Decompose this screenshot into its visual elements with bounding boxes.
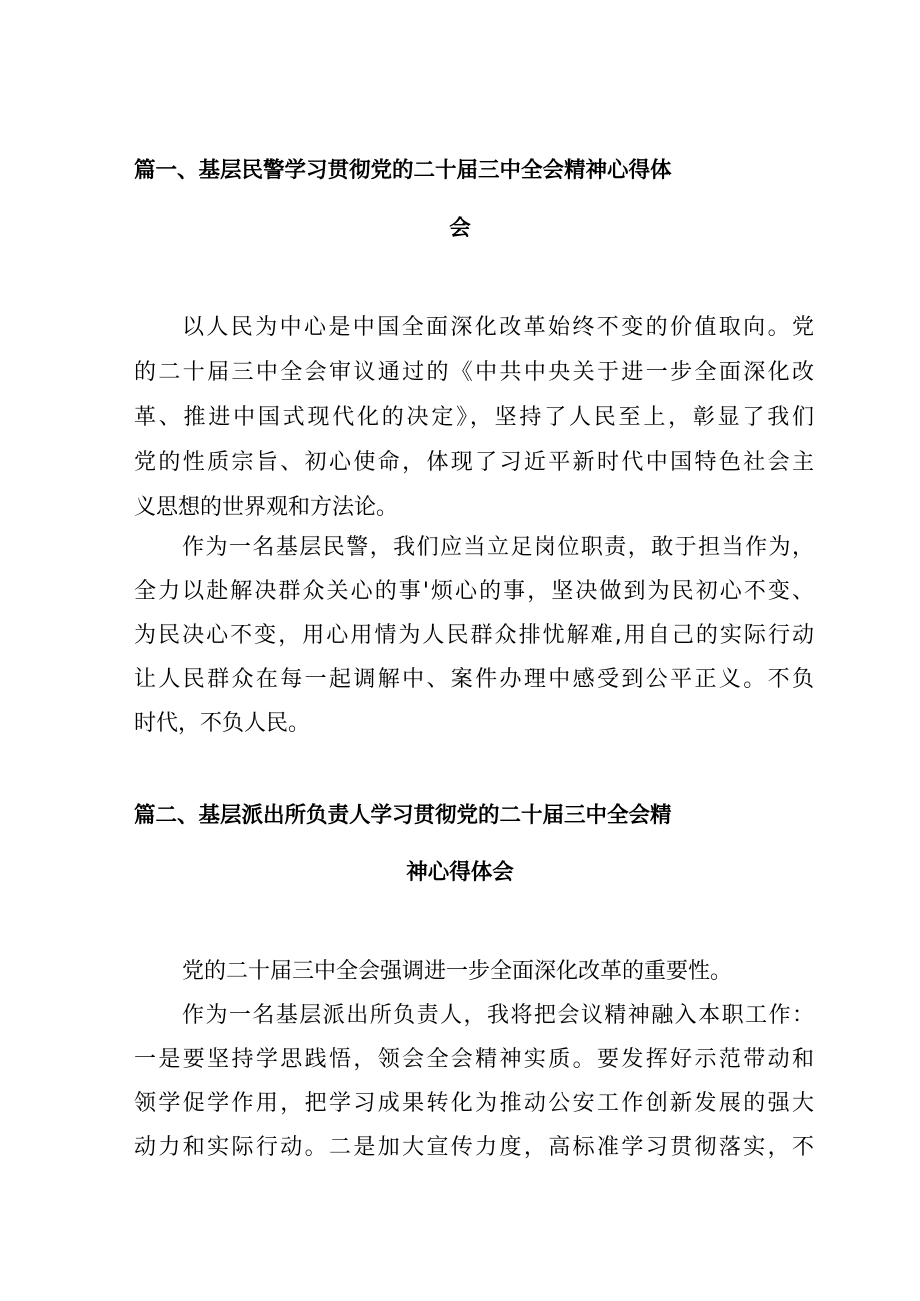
section-2-paragraph-1-line-1: 党的二十届三中全会强调进一步全面深化改革的重要性。 — [182, 959, 733, 984]
section-2-paragraph-2-line-1: 作为一名基层派出所负责人，我将把会议精神融入本职工作： — [182, 1003, 814, 1028]
section-2-paragraph-2-line-4: 动力和实际行动。二是加大宣传力度，高标准学习贯彻落实，不 — [134, 1135, 814, 1160]
section-1-paragraph-2-line-1: 作为一名基层民警，我们应当立足岗位职责，敢于担当作为， — [182, 535, 814, 560]
section-1-paragraph-1-line-1: 以人民为中心是中国全面深化改革始终不变的价值取向。党 — [182, 315, 814, 340]
section-1-paragraph-1-line-4: 党的性质宗旨、初心使命，体现了习近平新时代中国特色社会主 — [134, 450, 814, 475]
section-1-paragraph-2-line-4: 让人民群众在每一起调解中、案件办理中感受到公平正义。不负 — [134, 667, 814, 692]
section-2-heading-line-1: 篇二、基层派出所负责人学习贯彻党的二十届三中全会精 — [134, 803, 672, 828]
section-2-heading-line-2: 神心得体会 — [406, 860, 514, 885]
section-1-paragraph-2-line-3: 为民决心不变，用心用情为人民群众排忧解难,用自己的实际行动 — [134, 623, 814, 648]
section-1-heading-line-1: 篇一、基层民警学习贯彻党的二十届三中全会精神心得体 — [134, 158, 672, 183]
section-1-paragraph-2-line-5: 时代，不负人民。 — [134, 711, 311, 736]
section-1-paragraph-1-line-2: 的二十届三中全会审议通过的《中共中央关于进一步全面深化改 — [134, 360, 814, 385]
section-1-heading-line-2: 会 — [449, 216, 471, 241]
section-2-paragraph-2-line-3: 领学促学作用，把学习成果转化为推动公安工作创新发展的强大 — [134, 1091, 814, 1116]
section-1-paragraph-1-line-5: 义思想的世界观和方法论。 — [134, 495, 399, 520]
section-1-paragraph-1-line-3: 革、推进中国式现代化的决定》，坚持了人民至上，彰显了我们 — [134, 405, 814, 430]
section-1-paragraph-2-line-2: 全力以赴解决群众关心的事'烦心的事，坚决做到为民初心不变、 — [134, 579, 814, 604]
section-2-paragraph-2-line-2: 一是要坚持学思践悟，领会全会精神实质。要发挥好示范带动和 — [134, 1047, 814, 1072]
